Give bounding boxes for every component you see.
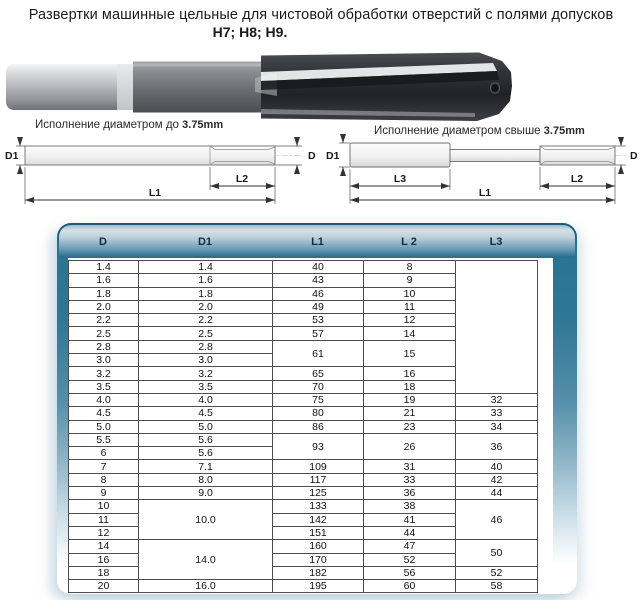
table-cell: 49	[273, 300, 364, 313]
label-D: D	[308, 150, 316, 162]
table-cell: 44	[456, 487, 538, 500]
table-cell: 40	[456, 460, 538, 473]
table-cell: 3.5	[69, 380, 139, 393]
table-cell: 6	[69, 447, 139, 460]
table-cell: 40	[273, 261, 364, 274]
table-cell: 21	[364, 407, 456, 420]
table-cell: 50	[456, 540, 538, 567]
table-cell: 3.5	[139, 380, 273, 393]
table-cell: 86	[273, 420, 364, 433]
dim-L3	[350, 169, 450, 204]
table-cell: 14	[69, 540, 139, 553]
table-cell: 8	[364, 261, 456, 274]
table-cell: 117	[273, 473, 364, 486]
table-cell: 2.5	[139, 327, 273, 340]
flute-outline	[540, 146, 615, 165]
table-cell: 10.0	[139, 500, 273, 540]
table-cell: 2.8	[69, 340, 139, 353]
table-cell: 33	[364, 473, 456, 486]
table-cell: 52	[456, 566, 538, 579]
table-cell: 34	[456, 420, 538, 433]
table-row	[69, 407, 538, 420]
table-cell: 8	[69, 473, 139, 486]
table-cell: 44	[364, 526, 456, 539]
table-cell: 43	[273, 274, 364, 287]
table-cell: 133	[273, 500, 364, 513]
table-cell: 1.4	[69, 261, 139, 274]
table-cell: 4.0	[139, 393, 273, 406]
table-cell: 5.5	[69, 433, 139, 446]
table-cell: 10	[69, 500, 139, 513]
label-L2: L2	[570, 173, 584, 185]
dim-L2	[210, 167, 275, 190]
table-cell: 47	[364, 540, 456, 553]
caption-small-diameter	[35, 119, 223, 131]
table-row	[69, 487, 538, 500]
label-D: D	[630, 150, 638, 162]
table-cell: 9.0	[139, 487, 273, 500]
label-L2: L2	[235, 173, 249, 185]
table-cell: 38	[364, 500, 456, 513]
diagram-small-diameter	[5, 134, 320, 216]
table-cell: 5.0	[69, 420, 139, 433]
table-cell: 31	[364, 460, 456, 473]
table-cell: 125	[273, 487, 364, 500]
table-cell: 2.5	[69, 327, 139, 340]
table-cell: 46	[273, 287, 364, 300]
dim-D1	[5, 137, 25, 174]
table-cell: 93	[273, 433, 364, 460]
table-cell: 60	[364, 580, 456, 593]
table-cell: 5.0	[139, 420, 273, 433]
table-cell: 4.5	[139, 407, 273, 420]
table-row	[69, 460, 538, 473]
table-cell: 5.6	[139, 433, 273, 446]
diagram-large-diameter	[325, 134, 642, 216]
table-cell: 14.0	[139, 540, 273, 580]
table-cell	[456, 261, 538, 394]
table-cell: 41	[364, 513, 456, 526]
table-cell: 3.2	[139, 367, 273, 380]
table-cell: 8.0	[139, 473, 273, 486]
neck-outline	[450, 150, 540, 162]
table-cell: 2.2	[139, 314, 273, 327]
column-header-D: D	[99, 235, 107, 248]
column-header-L3: L3	[489, 235, 503, 248]
column-header-L1: L1	[311, 235, 324, 248]
table-row	[69, 473, 538, 486]
table-cell: 3.0	[139, 354, 273, 367]
table-cell: 57	[273, 327, 364, 340]
rod-outline	[25, 146, 275, 165]
table-cell: 16.0	[139, 580, 273, 593]
table-header	[59, 225, 575, 258]
table-cell: 70	[273, 380, 364, 393]
table-cell: 36	[364, 487, 456, 500]
table-cell: 46	[456, 500, 538, 540]
table-row	[69, 433, 538, 446]
table-row	[69, 261, 538, 274]
caption-large-value: 3.75mm	[543, 125, 585, 137]
table-cell: 11	[364, 300, 456, 313]
label-L3: L3	[393, 173, 407, 185]
table-row	[69, 393, 538, 406]
table-cell: 109	[273, 460, 364, 473]
table-inner-panel	[68, 258, 553, 591]
table-cell: 53	[273, 314, 364, 327]
table-cell: 3.2	[69, 367, 139, 380]
table-cell: 58	[456, 580, 538, 593]
table-cell: 195	[273, 580, 364, 593]
table-cell: 7.1	[139, 460, 273, 473]
table-cell: 2.8	[139, 340, 273, 353]
table-cell: 5.6	[139, 447, 273, 460]
page-title: Развертки машинные цельные для чистовой обработки отверстий с полями допусков	[28, 7, 614, 23]
table-cell: 75	[273, 393, 364, 406]
table-cell: 9	[69, 487, 139, 500]
table-cell: 9	[364, 274, 456, 287]
table-cell: 170	[273, 553, 364, 566]
shank-outline	[350, 143, 450, 167]
table-cell: 14	[364, 327, 456, 340]
column-header-D1: D1	[197, 235, 213, 248]
table-cell: 10	[364, 287, 456, 300]
dimensions-table	[68, 260, 538, 593]
table-cell: 26	[364, 433, 456, 460]
table-cell: 42	[456, 473, 538, 486]
column-header-L2: L 2	[401, 235, 417, 248]
table-cell: 2.2	[69, 314, 139, 327]
table-cell: 12	[364, 314, 456, 327]
table-cell: 182	[273, 566, 364, 579]
caption-small-text: Исполнение диаметром до	[35, 119, 179, 131]
caption-large-text: Исполнение диаметром свыше	[374, 125, 541, 137]
table-cell: 33	[456, 407, 538, 420]
table-cell: 1.8	[139, 287, 273, 300]
dim-L2	[540, 167, 615, 204]
table-row	[69, 500, 538, 513]
reamer-body	[133, 62, 261, 113]
label-D1: D1	[326, 150, 340, 162]
table-cell: 52	[364, 553, 456, 566]
dim-D1	[326, 135, 350, 176]
table-cell: 1.4	[139, 261, 273, 274]
table-cell: 7	[69, 460, 139, 473]
table-cell: 1.6	[69, 274, 139, 287]
table-cell: 160	[273, 540, 364, 553]
table-row	[69, 580, 538, 593]
table-cell: 151	[273, 526, 364, 539]
table-row	[69, 420, 538, 433]
page-title-tolerances: H7; H8; H9.	[212, 24, 288, 40]
reamer-photo	[5, 52, 520, 124]
table-cell: 20	[69, 580, 139, 593]
table-cell: 19	[364, 393, 456, 406]
table-cell: 3.0	[69, 354, 139, 367]
table-cell: 36	[456, 433, 538, 460]
table-cell: 16	[69, 553, 139, 566]
table-cell: 2.0	[69, 300, 139, 313]
table-cell: 18	[364, 380, 456, 393]
center-hole	[492, 84, 498, 91]
table-cell: 142	[273, 513, 364, 526]
table-cell: 32	[456, 393, 538, 406]
table-cell: 56	[364, 566, 456, 579]
table-cell: 65	[273, 367, 364, 380]
table-cell: 12	[69, 526, 139, 539]
dimensions-table-frame	[57, 223, 577, 594]
table-cell: 18	[69, 566, 139, 579]
table-row	[69, 540, 538, 553]
table-cell: 1.6	[139, 274, 273, 287]
table-cell: 1.8	[69, 287, 139, 300]
label-L1: L1	[478, 187, 492, 199]
table-cell: 15	[364, 340, 456, 367]
table-cell: 11	[69, 513, 139, 526]
table-cell: 16	[364, 367, 456, 380]
table-cell: 4.5	[69, 407, 139, 420]
body-highlight	[133, 64, 261, 67]
table-cell: 4.0	[69, 393, 139, 406]
table-cell: 80	[273, 407, 364, 420]
label-D1: D1	[5, 150, 19, 162]
label-L1: L1	[148, 187, 162, 199]
table-cell: 61	[273, 340, 364, 367]
caption-small-value: 3.75mm	[182, 119, 224, 131]
table-cell: 2.0	[139, 300, 273, 313]
dim-L1	[350, 187, 615, 200]
table-cell: 23	[364, 420, 456, 433]
